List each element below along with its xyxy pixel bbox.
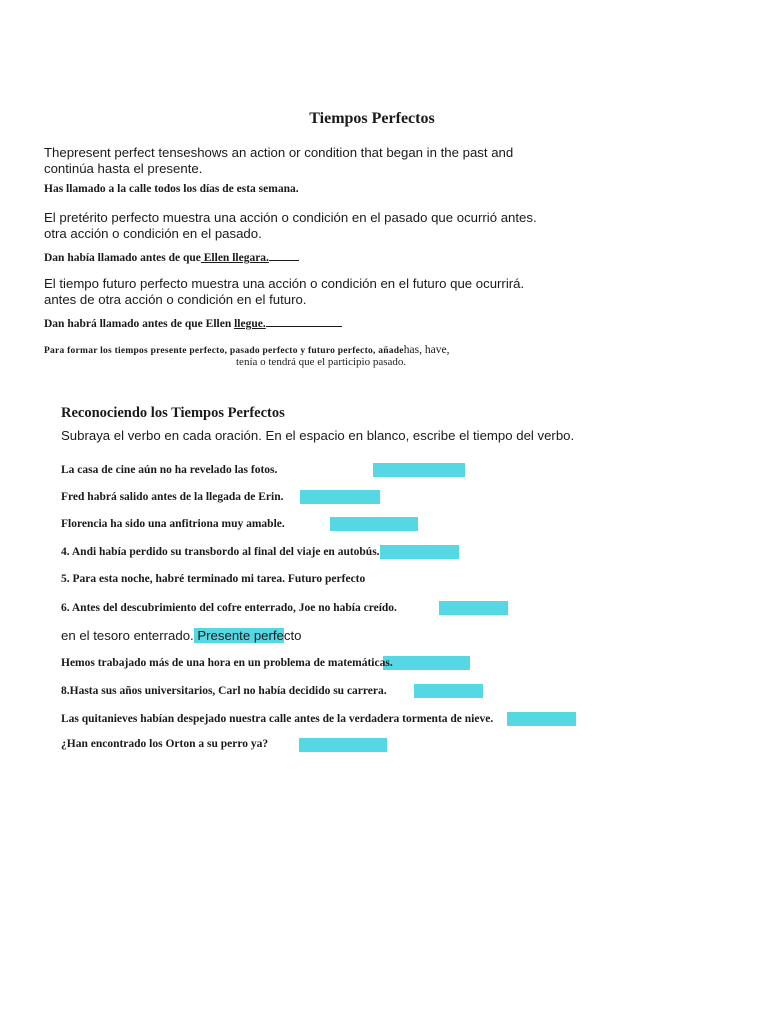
future-perfect-line-2: antes de otra acción o condición en el futuro. xyxy=(44,292,307,307)
question-4: 4. Andi había perdido su transbordo al final del viaje en autobús. xyxy=(61,546,380,558)
page-title: Tiempos Perfectos xyxy=(309,110,435,127)
present-perfect-example: Has llamado a la calle todos los días de esta semana. xyxy=(44,183,299,195)
future-perfect-definition xyxy=(44,276,524,308)
question-9: Las quitanieves habían despejado nuestra calle antes de la verdadera tormenta de nieve. xyxy=(61,713,494,725)
formation-rule-auxiliaries: has, have, xyxy=(403,344,450,356)
past-example-underlined: Ellen llegara. xyxy=(200,252,269,264)
question-3: Florencia ha sido una anfitriona muy amable. xyxy=(61,518,285,530)
section-heading: Reconociendo los Tiempos Perfectos xyxy=(61,405,285,421)
past-perfect-line-2: otra acción o condición en el pasado. xyxy=(44,226,262,241)
section-instructions: Subraya el verbo en cada oración. En el espacio en blanco, escribe el tiempo del verbo. xyxy=(61,428,575,443)
future-example-text: Dan habrá llamado antes de que Ellen xyxy=(44,318,235,330)
past-perfect-example xyxy=(44,250,299,264)
answer-line xyxy=(269,250,299,261)
question-10: ¿Han encontrado los Orton a su perro ya? xyxy=(61,738,269,750)
answer-blank-1[interactable] xyxy=(373,463,465,477)
answer-blank-2[interactable] xyxy=(300,490,380,504)
question-6-continuation-text: en el tesoro enterrado. xyxy=(61,628,194,643)
future-perfect-example xyxy=(44,316,342,330)
answer-blank-7[interactable] xyxy=(383,656,470,670)
past-example-text: Dan había llamado antes de que xyxy=(44,252,201,264)
formation-rule-text: Para formar los tiempos presente perfecto, pasado perfecto y futuro perfecto, añade xyxy=(44,346,404,356)
question-6-answer-end: cto xyxy=(283,628,302,643)
past-perfect-line-1: El pretérito perfecto muestra una acción o condición en el pasado que ocurrió antes. xyxy=(44,210,537,225)
question-6-answer[interactable]: Presente perfe xyxy=(193,628,284,643)
answer-blank-6[interactable] xyxy=(439,601,508,615)
question-6: 6. Antes del descubrimiento del cofre enterrado, Joe no había creído. xyxy=(61,602,397,614)
question-2: Fred habrá salido antes de la llegada de Erin. xyxy=(61,491,284,503)
present-perfect-line-1: Thepresent perfect tenseshows an action or condition that began in the past and xyxy=(44,145,514,160)
question-7-text: Hemos trabajado más de una hora en un problema de mate xyxy=(61,657,353,669)
answer-blank-8[interactable] xyxy=(414,684,483,698)
answer-blank-3[interactable] xyxy=(330,517,418,531)
question-8: 8.Hasta sus años universitarios, Carl no había decidido su carrera. xyxy=(61,685,387,697)
present-perfect-line-2: continúa hasta el presente. xyxy=(44,161,203,176)
present-perfect-definition xyxy=(44,145,513,177)
answer-blank-9[interactable] xyxy=(507,712,576,726)
answer-blank-4[interactable] xyxy=(380,545,459,559)
question-1: La casa de cine aún no ha revelado las fotos. xyxy=(61,464,278,476)
question-7 xyxy=(61,657,393,669)
question-5: 5. Para esta noche, habré terminado mi tarea. Futuro perfecto xyxy=(61,573,366,585)
future-example-underlined: llegue. xyxy=(234,318,266,330)
answer-line xyxy=(266,316,342,327)
past-perfect-definition xyxy=(44,210,537,242)
formation-rule-continuation: tenía o tendrá que el participio pasado. xyxy=(236,356,407,368)
future-perfect-line-1: El tiempo futuro perfecto muestra una acción o condición en el futuro que ocurrirá. xyxy=(44,276,525,291)
question-7-text-end: máticas. xyxy=(352,657,393,669)
answer-blank-10[interactable] xyxy=(299,738,387,752)
question-6-continuation xyxy=(61,628,301,644)
